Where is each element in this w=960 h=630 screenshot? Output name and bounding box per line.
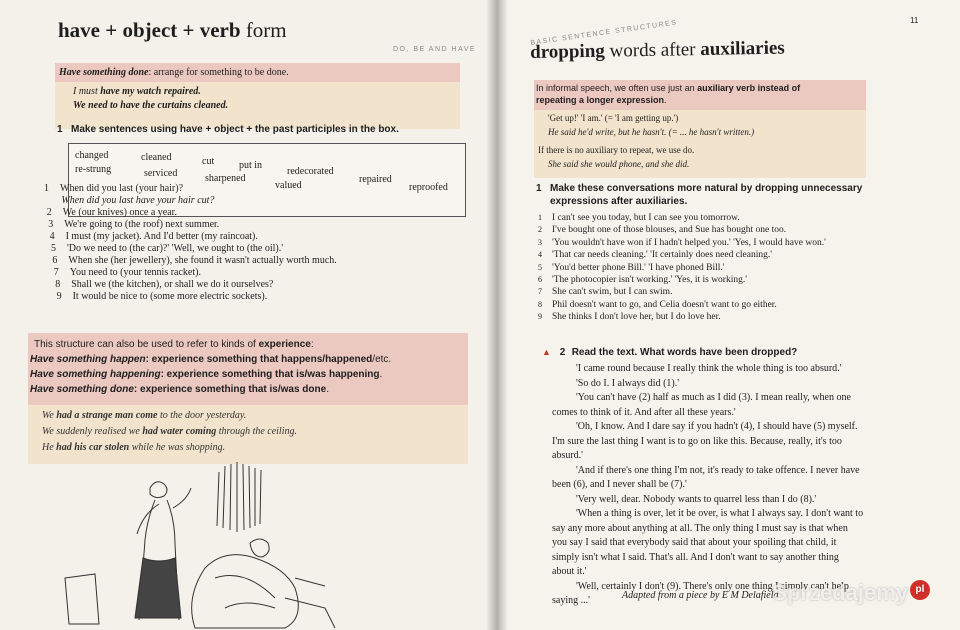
experience-example-3: He had his car stolen while he was shopping. xyxy=(42,442,226,453)
list-item xyxy=(538,237,948,249)
item-text: We (our knives) once a year. xyxy=(62,207,177,218)
text-line: 'Oh, I know. And I dare say if you hadn't (4), I should have (5) myself. xyxy=(576,421,858,432)
attribution: Adapted from a piece by E M Delafield xyxy=(622,590,779,601)
item-text: 'The photocopier isn't working.' 'Yes, it is working.' xyxy=(552,275,747,286)
text-line: been (6), and I never shall be (7).' xyxy=(552,479,687,490)
item-text: 'That car needs cleaning.' 'It certainly does need cleaning.' xyxy=(552,250,772,261)
item-text: 'You'd better phone Bill.' 'I have phoned Bill.' xyxy=(552,262,725,273)
item-text: When did you last (your hair)? xyxy=(60,183,184,194)
list-item xyxy=(50,231,484,243)
triangle-marker-icon: ▲ xyxy=(542,347,551,357)
item-text: She thinks I don't love her, but I do love her. xyxy=(552,312,721,323)
list-item xyxy=(52,255,484,267)
item-number: 5 xyxy=(538,262,542,272)
item-text: 'Do we need to (the car)?' 'Well, we ought to (the oil).' xyxy=(67,243,284,254)
text-line: say any more about anything at all. The only thing I must say is that when xyxy=(552,522,848,534)
item-number: 2 xyxy=(538,225,542,235)
text-line: 'Very well, dear. Nobody wants to quarrel less than I do (8).' xyxy=(576,493,817,505)
rule-box-experience xyxy=(28,333,468,464)
auxiliaries-example-1: 'Get up!' 'I am.' (= 'I am getting up.') xyxy=(548,113,679,123)
experience-example-2: We suddenly realised we had water coming through the ceiling. xyxy=(42,426,297,437)
item-text: Shall we (the kitchen), or shall we do it ourselves? xyxy=(71,279,274,290)
list-item xyxy=(538,311,948,323)
list-item xyxy=(538,286,948,298)
text-line: I'm sure the last thing I want is to go on like this. Because, really, it's too xyxy=(552,435,842,447)
item-text: You need to (your tennis racket). xyxy=(69,267,201,278)
left-running-head: DO, BE AND HAVE xyxy=(393,46,477,53)
auxiliaries-rule-line-2: repeating a longer expression. xyxy=(536,95,667,105)
item-text: Phil doesn't want to go, and Celia doesn't want to go either. xyxy=(552,299,777,310)
list-item xyxy=(55,279,484,291)
exercise-1-items-right xyxy=(538,212,948,324)
experience-rule-done: Have something done: experience something that is/was done. xyxy=(30,384,329,395)
reading-text xyxy=(552,362,954,609)
rule-example-2: We need to have the curtains cleaned. xyxy=(73,100,229,111)
list-item xyxy=(51,243,484,255)
item-text: It would be nice to (some more electric sockets). xyxy=(72,291,268,302)
item-number: 3 xyxy=(538,237,542,247)
list-item xyxy=(538,224,948,236)
item-text: 'You wouldn't have won if I hadn't helped you.' 'Yes, I would have won.' xyxy=(552,237,826,248)
word-cut: cut xyxy=(202,156,215,167)
experience-rule-happening: Have something happening: experience something that is/was happening. xyxy=(30,369,383,380)
item-text: She can't swim, but I can swim. xyxy=(552,287,673,298)
word-serviced: serviced xyxy=(144,168,178,179)
exercise-2-heading: ▲ 2 Read the text. What words have been dropped? xyxy=(542,347,798,358)
item-number: 7 xyxy=(538,287,542,297)
list-item xyxy=(44,183,484,195)
experience-rule-happen: Have something happen: experience something that happens/happened/etc. xyxy=(30,354,392,365)
page-number: 11 xyxy=(910,16,919,25)
exercise-1-items xyxy=(44,183,484,303)
item-number: 5 xyxy=(51,243,56,254)
item-text: I've bought one of those blouses, and Sue has bought one too. xyxy=(552,225,787,236)
list-item xyxy=(45,195,484,207)
watermark-badge: pl xyxy=(910,580,930,600)
rule-definition: Have something done: arrange for something to be done. xyxy=(59,67,289,78)
item-number: 2 xyxy=(46,207,52,218)
text-line: simply isn't what I said. That's all. And I don't want to say another thing xyxy=(552,551,839,563)
book-gutter xyxy=(486,0,508,630)
list-item xyxy=(538,249,948,261)
item-number: 9 xyxy=(538,312,542,322)
experience-example-1: We had a strange man come to the door yesterday. xyxy=(42,410,247,421)
item-number: 8 xyxy=(538,299,542,309)
exercise-1-heading: 1 Make sentences using have + object + the past participles in the box. xyxy=(57,124,399,135)
item-number: 4 xyxy=(49,231,55,242)
auxiliaries-example-2: He said he'd write, but he hasn't. (= ... he hasn't written.) xyxy=(548,127,755,137)
word-cleaned: cleaned xyxy=(141,152,172,163)
list-item xyxy=(538,212,948,224)
watermark: Sprzedajemy pl xyxy=(772,580,930,606)
word-put-in: put in xyxy=(239,160,263,171)
text-line: absurd.' xyxy=(552,450,583,461)
list-item xyxy=(538,274,948,286)
text-line: 'Well, certainly I don't (9). There's only one thing I simply can't help xyxy=(576,580,849,592)
text-line: comes to think of it. And after all these years.' xyxy=(552,406,736,418)
text-line: 'You can't have (2) half as much as I did (3). I mean really, when one xyxy=(576,392,851,403)
text-line: saying ...' xyxy=(552,595,590,606)
item-number: 1 xyxy=(44,183,49,194)
list-item xyxy=(57,291,484,303)
text-line: about it.' xyxy=(552,566,587,577)
item-number: 1 xyxy=(538,213,542,222)
right-page-title: dropping words after auxiliaries xyxy=(530,37,785,63)
auxiliaries-rule-line-3: If there is no auxiliary to repeat, we use do. xyxy=(538,145,695,155)
text-line: 'I came round because I really think the whole thing is too absurd.' xyxy=(576,363,842,374)
title-regular-part: form xyxy=(240,18,287,42)
text-line: you say I said that everybody said that about your spoiling that child, it xyxy=(552,537,837,548)
left-page-title xyxy=(58,18,287,43)
rule-example-1: I must have my watch repaired. xyxy=(73,86,201,97)
item-text: I can't see you today, but I can see you tomorrow. xyxy=(552,213,740,223)
experience-intro: This structure can also be used to refer to kinds of experience: xyxy=(34,339,314,350)
text-line: 'When a thing is over, let it be over, is what I always say. I don't want to xyxy=(576,508,864,519)
item-number: 6 xyxy=(52,255,58,266)
text-line: 'So do I. I always did (1).' xyxy=(576,377,680,389)
rule-box-have-done xyxy=(55,63,460,129)
word-repaired: repaired xyxy=(359,174,392,185)
item-number: 7 xyxy=(53,267,59,278)
list-item xyxy=(48,219,484,231)
item-text: When did you last have your hair cut? xyxy=(61,195,215,206)
word-changed: changed xyxy=(75,150,109,161)
item-number: 8 xyxy=(55,279,61,290)
word-redecorated: redecorated xyxy=(287,166,334,177)
rule-box-auxiliaries xyxy=(534,80,866,178)
word-re-strung: re-strung xyxy=(75,164,112,175)
word-sharpened: sharpened xyxy=(205,173,246,184)
cartoon-illustration xyxy=(55,458,355,630)
right-page xyxy=(494,0,960,630)
text-line: 'And if there's one thing I'm not, it's ready to take offence. I never have xyxy=(576,464,860,476)
item-text: I must (my jacket). And I'd better (my raincoat). xyxy=(65,231,258,242)
auxiliaries-rule-line-1: In informal speech, we often use just an auxiliary verb instead of xyxy=(536,83,801,93)
exercise-1-heading-right: 1 Make these conversations more natural by dropping unnecessary expressions after auxiliaries. xyxy=(536,183,863,207)
right-running-head: BASIC SENTENCE STRUCTURES xyxy=(530,19,678,47)
item-number: 6 xyxy=(538,275,542,285)
item-number: 4 xyxy=(538,250,542,260)
list-item xyxy=(47,207,484,219)
list-item xyxy=(538,299,948,311)
title-bold-part: have + object + verb xyxy=(58,18,241,42)
word-reproofed: reproofed xyxy=(409,182,448,193)
list-item xyxy=(54,267,484,279)
auxiliaries-example-3: She said she would phone, and she did. xyxy=(548,159,690,169)
item-number: 3 xyxy=(48,219,54,230)
list-item xyxy=(538,262,948,274)
item-text: When she (her jewellery), she found it wasn't actually worth much. xyxy=(68,255,337,266)
item-number: 9 xyxy=(56,291,62,302)
item-text: We're going to (the roof) next summer. xyxy=(64,219,220,230)
word-valued: valued xyxy=(275,180,302,191)
